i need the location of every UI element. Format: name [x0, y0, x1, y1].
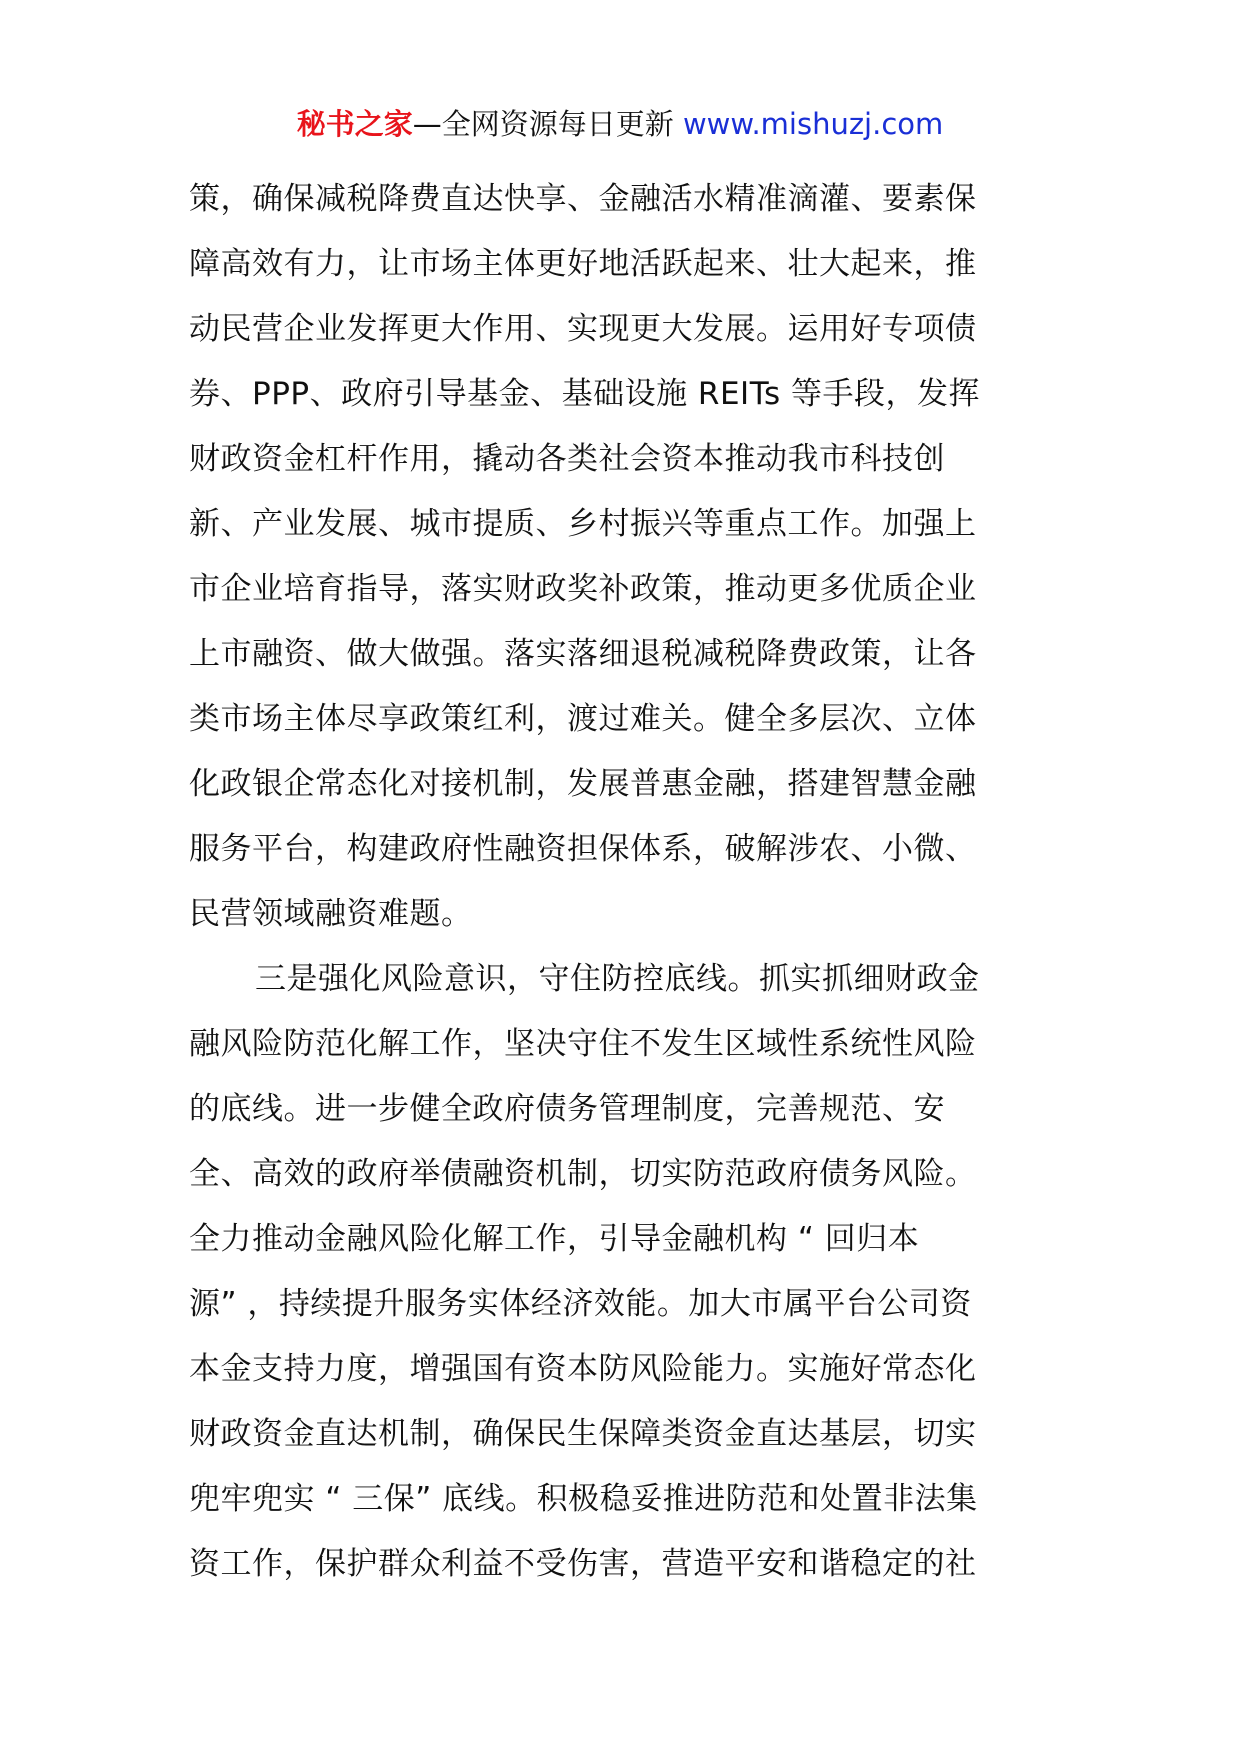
- text-line: 资工作，保护群众利益不受伤害，营造平安和谐稳定的社: [189, 1546, 977, 1582]
- text-line: 兜牢兜实 “ 三保” 底线。积极稳妥推进防范和处置非法集: [189, 1481, 978, 1517]
- text-line: 源” ，持续提升服务实体经济效能。加大市属平台公司资: [189, 1286, 972, 1322]
- text-line: 融风险防范化解工作，坚决守住不发生区域性系统性风险: [189, 1026, 977, 1062]
- text-line: 财政资金直达机制，确保民生保障类资金直达基层，切实: [189, 1416, 977, 1452]
- brand-name: 秘书之家: [296, 107, 413, 141]
- text-line: 全力推动金融风险化解工作，引导金融机构 “ 回归本: [189, 1221, 920, 1257]
- text-line: 策，确保减税降费直达快享、金融活水精准滴灌、要素保: [189, 181, 977, 217]
- text-line: 本金支持力度，增强国有资本防风险能力。实施好常态化: [189, 1351, 977, 1387]
- text-line: 化政银企常态化对接机制，发展普惠金融，搭建智慧金融: [189, 766, 977, 802]
- document-body: [189, 167, 1051, 1597]
- text-line: 上市融资、做大做强。落实落细退税减税降费政策，让各: [189, 636, 977, 672]
- text-line: 市企业培育指导，落实财政奖补政策，推动更多优质企业: [189, 571, 977, 607]
- text-line: 动民营企业发挥更大作用、实现更大发展。运用好专项债: [189, 311, 977, 347]
- text-line: 服务平台，构建政府性融资担保体系，破解涉农、小微、: [189, 831, 977, 867]
- paragraph-start-line: 三是强化风险意识，守住防控底线。抓实抓细财政金: [255, 961, 980, 997]
- page-header: [0, 104, 1240, 144]
- text-line: 民营领域融资难题。: [189, 896, 473, 932]
- text-line: 类市场主体尽享政策红利，渡过难关。健全多层次、立体: [189, 701, 977, 737]
- text-line: 新、产业发展、城市提质、乡村振兴等重点工作。加强上: [189, 506, 977, 542]
- text-line: 的底线。进一步健全政府债务管理制度，完善规范、安: [189, 1091, 945, 1127]
- header-tagline: —全网资源每日更新: [412, 107, 674, 141]
- text-line: 全、高效的政府举债融资机制，切实防范政府债务风险。: [189, 1156, 977, 1192]
- text-line: 券、PPP、政府引导基金、基础设施 REITs 等手段，发挥: [189, 376, 981, 412]
- text-line: 障高效有力，让市场主体更好地活跃起来、壮大起来，推: [189, 246, 977, 282]
- text-line: 财政资金杠杆作用，撬动各类社会资本推动我市科技创: [189, 441, 945, 477]
- site-url-link[interactable]: www.mishuzj.com: [682, 107, 944, 141]
